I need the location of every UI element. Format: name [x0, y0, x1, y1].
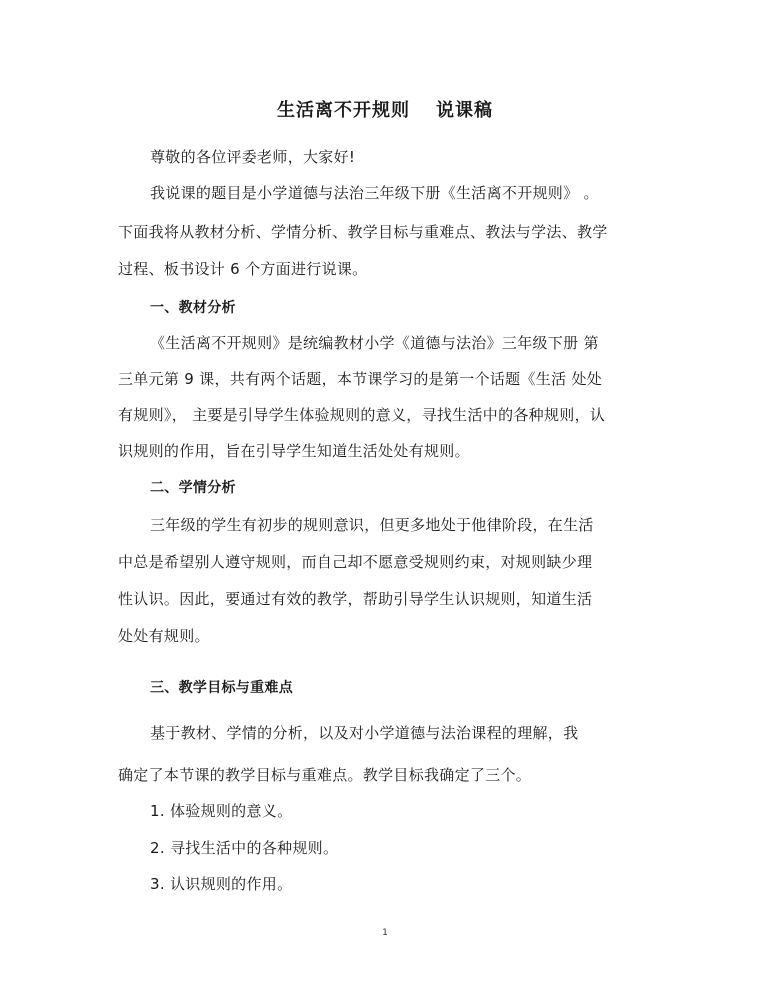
section1-line-4: 识规则的作用，旨在引导学生知道生活处处有规则。: [118, 442, 470, 460]
section1-line-2: 三单元第 9 课，共有两个话题，本节课学习的是第一个话题《生活 处处: [118, 370, 603, 388]
section-heading-goals: 三、教学目标与重难点: [150, 680, 293, 696]
greeting: 尊敬的各位评委老师，大家好!: [150, 148, 356, 166]
section1-line-3: 有规则》， 主要是引导学生体验规则的意义，寻找生活中的各种规则，认: [118, 406, 606, 424]
intro-line-1: 我说课的题目是小学道德与法治三年级下册《生活离不开规则》 。: [150, 184, 599, 202]
goal-item-1: 1. 体验规则的意义。: [150, 802, 293, 820]
page-title: [0, 96, 770, 122]
section3-line-2: 确定了本节课的教学目标与重难点。教学目标我确定了三个。: [118, 766, 532, 784]
section-heading-students: 二、学情分析: [150, 480, 236, 496]
goal-item-2: 2. 寻找生活中的各种规则。: [150, 839, 339, 857]
title-main: 生活离不开规则: [277, 100, 410, 121]
title-sub: 说课稿: [436, 100, 493, 121]
section2-line-3: 性认识。因此，要通过有效的教学，帮助引导学生认识规则，知道生活: [118, 590, 593, 608]
section2-line-4: 处处有规则。: [118, 627, 210, 645]
section3-line-1: 基于教材、学情的分析，以及对小学道德与法治课程的理解，我: [150, 724, 579, 742]
section-heading-materials: 一、教材分析: [150, 300, 236, 316]
page-number: 1: [382, 928, 388, 938]
section2-line-1: 三年级的学生有初步的规则意识，但更多地处于他律阶段，在生活: [150, 516, 594, 534]
intro-line-3: 过程、板书设计 6 个方面进行说课。: [118, 260, 368, 278]
section2-line-2: 中总是希望别人遵守规则，而自己却不愿意受规则约束，对规则缺少理: [118, 553, 593, 571]
goal-item-3: 3. 认识规则的作用。: [150, 875, 293, 893]
intro-line-2: 下面我将从教材分析、学情分析、教学目标与重难点、教法与学法、教学: [118, 223, 608, 241]
section1-line-1: 《生活离不开规则》是统编教材小学《道德与法治》三年级下册 第: [150, 334, 599, 352]
